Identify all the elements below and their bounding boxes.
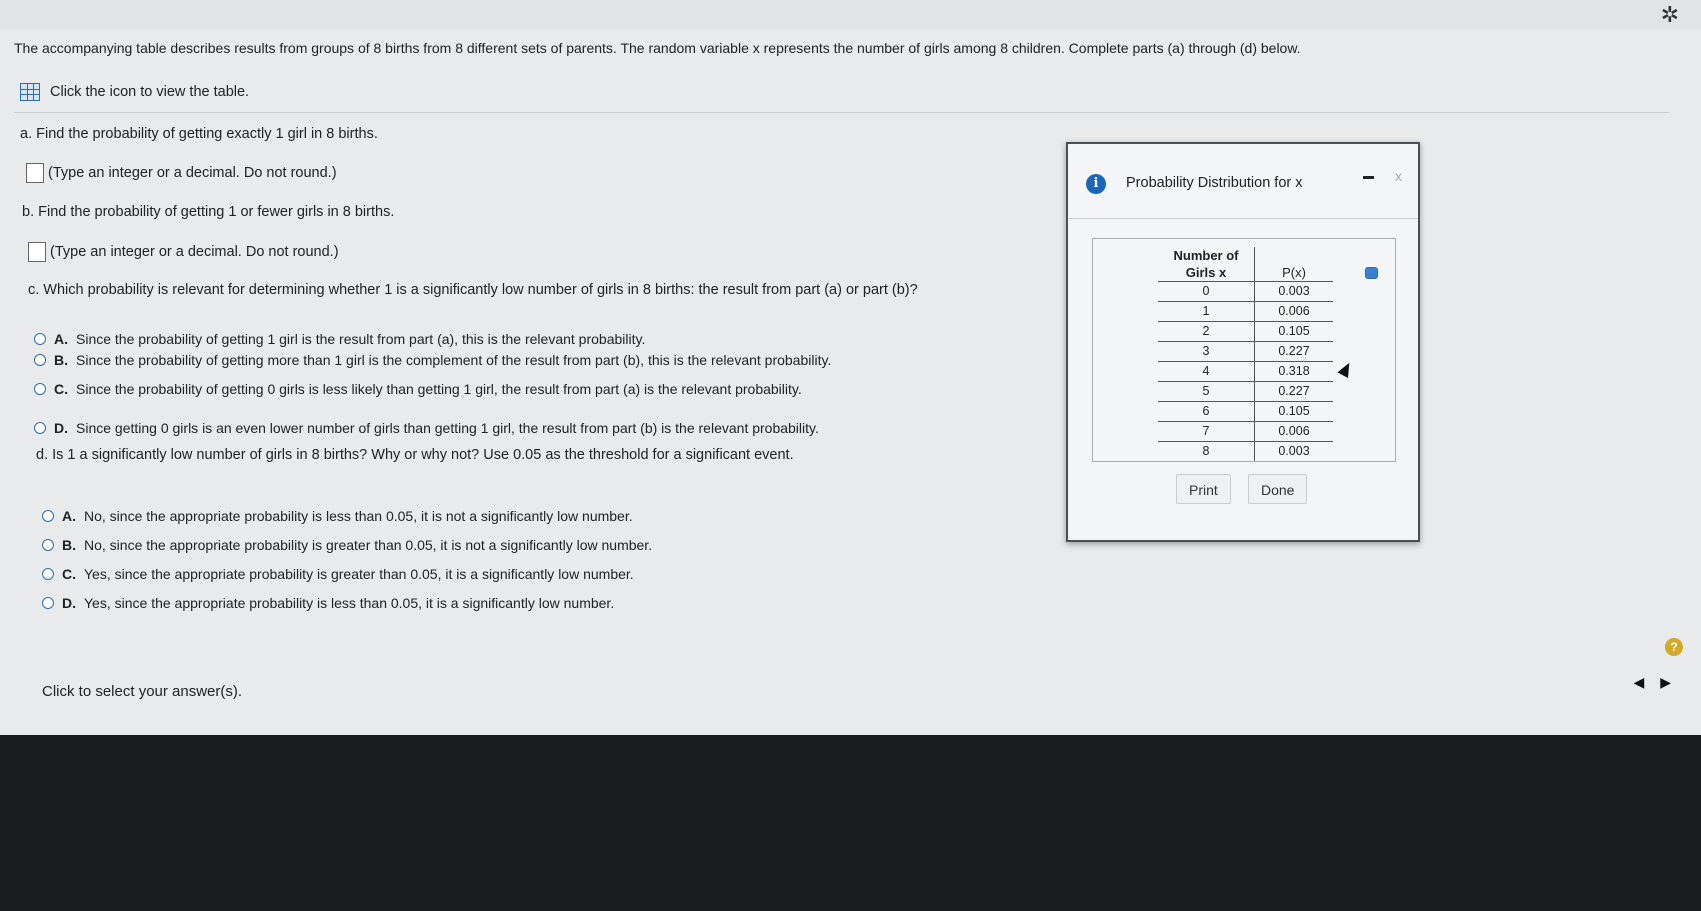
table-row [1158, 282, 1333, 302]
info-icon: i [1086, 174, 1106, 194]
answer-row-b [28, 242, 339, 262]
hint-a: (Type an integer or a decimal. Do not round.) [48, 165, 337, 181]
option-c-c[interactable] [34, 381, 802, 397]
radio-button[interactable] [42, 510, 54, 522]
question-c: c. Which probability is relevant for determining whether 1 is a significantly low number of girls in 8 births: the result from part (a) or part (b)? [28, 282, 918, 298]
table-row [1158, 302, 1333, 322]
option-d-a[interactable] [42, 508, 633, 524]
table-row [1158, 322, 1333, 342]
radio-button[interactable] [34, 422, 46, 434]
radio-button[interactable] [42, 597, 54, 609]
question-d: d. Is 1 a significantly low number of girls in 8 births? Why or why not? Use 0.05 as the threshold for a significant event. [36, 447, 794, 463]
header-girls [1158, 247, 1255, 282]
top-strip [0, 0, 1701, 30]
cell-p: 0.003 [1255, 282, 1334, 302]
radio-button[interactable] [34, 383, 46, 395]
option-letter: C. [54, 381, 68, 397]
option-d-b[interactable] [42, 537, 652, 553]
option-d-c[interactable] [42, 566, 634, 582]
copy-data-icon[interactable] [1365, 267, 1378, 279]
option-letter: B. [62, 537, 76, 553]
option-d-d[interactable] [42, 595, 614, 611]
option-letter: C. [62, 566, 76, 582]
probability-distribution-dialog [1066, 142, 1420, 542]
cell-p: 0.105 [1255, 402, 1334, 422]
select-answer-note: Click to select your answer(s). [42, 683, 243, 700]
option-text: Since the probability of getting 1 girl is the result from part (a), this is the relevant probability. [76, 331, 646, 347]
radio-button[interactable] [34, 354, 46, 366]
question-b: b. Find the probability of getting 1 or fewer girls in 8 births. [22, 204, 395, 220]
cell-p: 0.003 [1255, 442, 1334, 462]
cell-x: 2 [1158, 322, 1255, 342]
option-letter: A. [54, 331, 68, 347]
dialog-title: Probability Distribution for x [1126, 175, 1303, 191]
option-c-a[interactable] [34, 331, 645, 347]
cell-x: 0 [1158, 282, 1255, 302]
hint-b: (Type an integer or a decimal. Do not round.) [50, 244, 339, 260]
close-icon[interactable]: x [1395, 168, 1402, 184]
option-c-b[interactable] [34, 352, 831, 368]
option-c-d[interactable] [34, 420, 819, 436]
intro-text: The accompanying table describes results from groups of 8 births from 8 different sets of parents. The random variable x represents the number of girls among 8 children. Complete parts (a) through (d) below. [14, 40, 1301, 56]
option-text: Since the probability of getting more than 1 girl is the complement of the result from part (b), this is the relevant probability. [76, 352, 832, 368]
header-girls-line1: Number of [1173, 248, 1239, 263]
divider [14, 112, 1669, 113]
radio-button[interactable] [34, 333, 46, 345]
cell-p: 0.006 [1255, 422, 1334, 442]
option-text: No, since the appropriate probability is greater than 0.05, it is not a significantly low number. [84, 537, 653, 553]
cell-p: 0.227 [1255, 342, 1334, 362]
table-row [1158, 442, 1333, 462]
cell-p: 0.318 [1255, 362, 1334, 382]
cell-x: 1 [1158, 302, 1255, 322]
cell-x: 8 [1158, 442, 1255, 462]
question-a: a. Find the probability of getting exactly 1 girl in 8 births. [20, 126, 378, 142]
print-button[interactable]: Print [1176, 474, 1231, 504]
option-text: Yes, since the appropriate probability is greater than 0.05, it is a significantly low number. [84, 566, 634, 582]
option-letter: B. [54, 352, 68, 368]
cell-x: 7 [1158, 422, 1255, 442]
table-row [1158, 362, 1333, 382]
option-text: Since the probability of getting 0 girls is less likely than getting 1 girl, the result from part (a) is the relevant probability. [76, 381, 802, 397]
dialog-header[interactable] [1068, 144, 1418, 219]
cell-p: 0.227 [1255, 382, 1334, 402]
cell-x: 6 [1158, 402, 1255, 422]
gear-icon[interactable]: ✲ [1660, 2, 1679, 27]
radio-button[interactable] [42, 568, 54, 580]
option-letter: A. [62, 508, 76, 524]
table-row [1158, 342, 1333, 362]
help-icon[interactable]: ? [1665, 638, 1683, 656]
laptop-bezel [0, 735, 1701, 911]
radio-button[interactable] [42, 539, 54, 551]
table-grid-icon[interactable] [20, 83, 40, 101]
option-text: No, since the appropriate probability is less than 0.05, it is not a significantly low number. [84, 508, 633, 524]
view-table-link[interactable] [20, 82, 249, 102]
question-nav [1633, 674, 1671, 691]
table-row [1158, 402, 1333, 422]
header-girls-line2: Girls x [1185, 265, 1227, 280]
answer-row-a [26, 163, 337, 183]
table-row [1158, 382, 1333, 402]
cell-p: 0.105 [1255, 322, 1334, 342]
cell-p: 0.006 [1255, 302, 1334, 322]
table-row [1158, 422, 1333, 442]
distribution-table [1158, 247, 1333, 461]
option-text: Yes, since the appropriate probability is less than 0.05, it is a significantly low number. [84, 595, 615, 611]
prev-arrow-icon[interactable]: ◀ [1633, 674, 1645, 690]
cell-x: 3 [1158, 342, 1255, 362]
view-table-label[interactable]: Click the icon to view the table. [50, 84, 250, 100]
next-arrow-icon[interactable]: ▶ [1660, 674, 1671, 690]
header-px: P(x) [1282, 265, 1306, 280]
table-header-row [1158, 247, 1333, 282]
option-letter: D. [62, 595, 76, 611]
option-letter: D. [54, 420, 68, 436]
minimize-icon[interactable] [1363, 176, 1374, 179]
cell-x: 4 [1158, 362, 1255, 382]
answer-input-a[interactable] [26, 163, 44, 183]
table-frame [1092, 238, 1396, 462]
option-text: Since getting 0 girls is an even lower number of girls than getting 1 girl, the result from part (b) is the relevant probability. [76, 420, 819, 436]
done-button[interactable]: Done [1248, 474, 1307, 504]
answer-input-b[interactable] [28, 242, 46, 262]
cell-x: 5 [1158, 382, 1255, 402]
